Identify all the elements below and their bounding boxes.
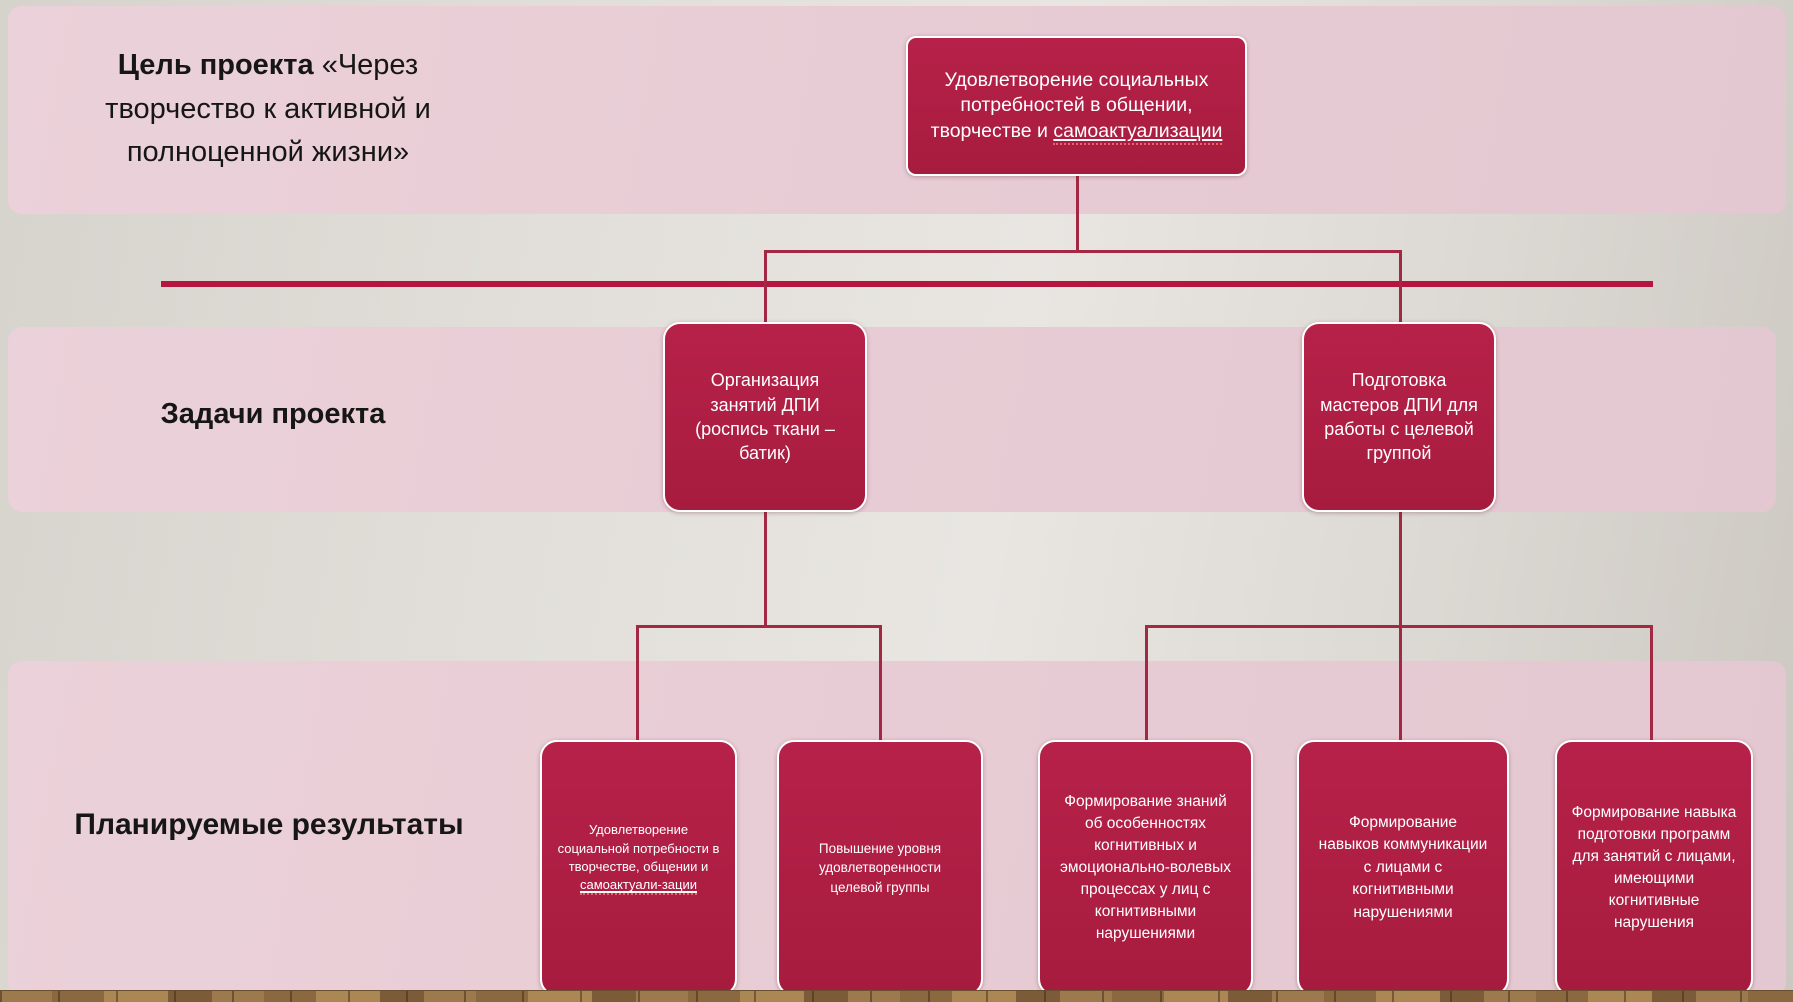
result-node-satisfaction-level: [777, 740, 983, 996]
goal-title-text: «Через творчество к активной и полноценной жизни»: [105, 49, 431, 168]
result-node-social-needs: [540, 740, 737, 996]
connector-result3-down: [1145, 625, 1148, 742]
result-node-program-preparation: [1555, 740, 1753, 996]
task-node-dpi-classes: [663, 322, 867, 512]
result-node-text: Повышение уровня удовлетворенности целевой группы: [818, 841, 942, 895]
connector-task2-up: [1399, 250, 1402, 324]
connector-task1-down: [764, 511, 767, 627]
result-node-text: Формирование навыков коммуникации с лицами с когнитивными нарушениями: [1318, 813, 1488, 921]
tasks-title: Задачи проекта: [160, 398, 386, 430]
task-node-text: Подготовка мастеров ДПИ для работы с целевой группой: [1320, 370, 1478, 464]
connector-task1-up: [764, 250, 767, 324]
connector-results-right-horizontal: [1146, 625, 1652, 628]
goal-title-label: Цель проекта: [117, 49, 314, 81]
result-node-text: Формирование знаний об особенностях когнитивных и эмоционально-волевых процессах у лиц с когнитивными нарушениями: [1059, 793, 1232, 942]
result-node-text-before: Удовлетворение социальной потребности в творчестве, общении и: [557, 822, 720, 874]
goal-title: [50, 44, 486, 175]
connector-result1-down: [636, 625, 639, 742]
root-node-text-before: Удовлетворение социальных потребностей в общении, творчестве и: [930, 68, 1209, 142]
task-node-text: Организация занятий ДПИ (роспись ткани – батик): [695, 370, 835, 464]
task-node-masters-training: [1302, 322, 1496, 512]
root-node-underlined-word: самоактуализации: [1053, 120, 1222, 145]
result-node-text: [557, 821, 720, 895]
root-node-goal: [906, 36, 1247, 176]
connector-result2-down: [879, 625, 882, 742]
divider-line: [161, 281, 1653, 287]
connector-root-down: [1076, 176, 1079, 252]
result-node-knowledge-formation: [1038, 740, 1253, 996]
results-title: Планируемые результаты: [74, 808, 464, 841]
connector-tasks-horizontal: [764, 250, 1401, 253]
result-node-communication-skills: [1297, 740, 1509, 996]
root-node-text: [918, 68, 1235, 144]
connector-result5-down: [1650, 625, 1653, 742]
wooden-desk-strip: [0, 990, 1793, 1002]
result-node-underlined-word: самоактуали-зации: [580, 877, 697, 895]
connector-results-left-horizontal: [637, 625, 882, 628]
result-node-text: Формирование навыка подготовки программ для занятий с лицами, имеющими когнитивные нарушения: [1571, 804, 1737, 931]
